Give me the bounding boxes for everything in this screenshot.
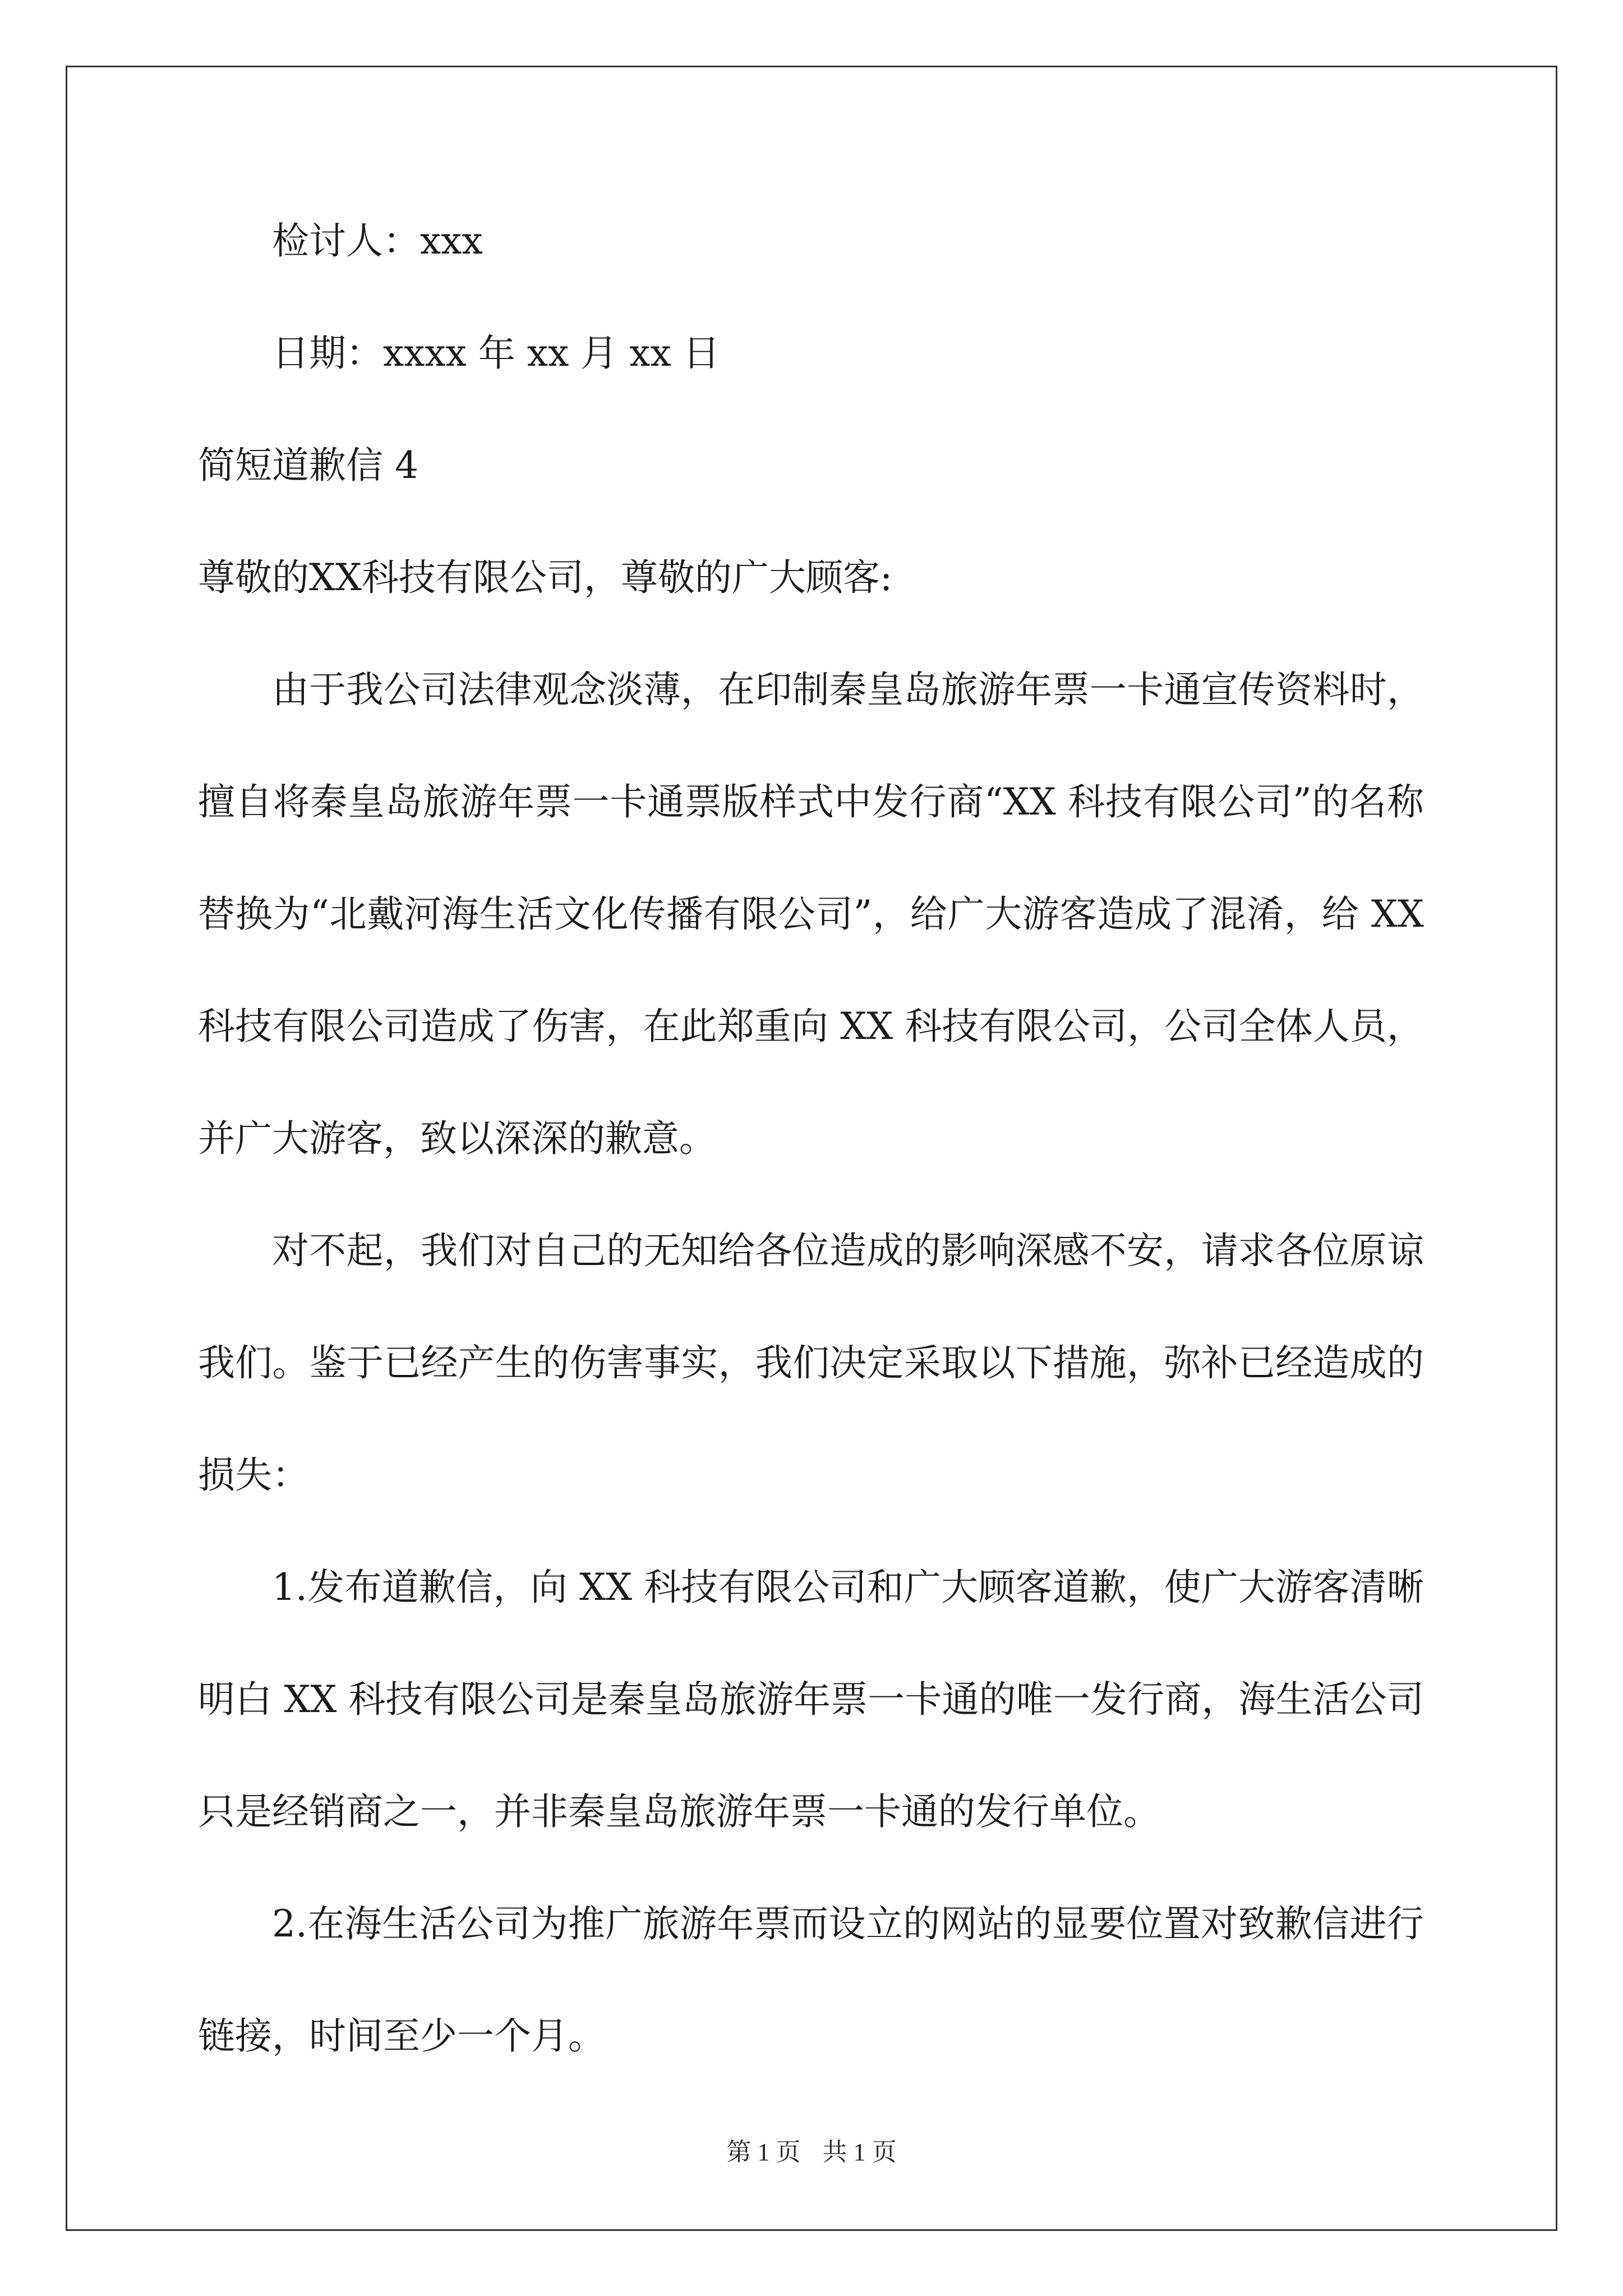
- paragraph-1: 由于我公司法律观念淡薄，在印制秦皇岛旅游年票一卡通宣传资料时，擅自将秦皇岛旅游年票一卡通票版样式中发行商“XX 科技有限公司”的名称替换为“北戴河海生活文化传播有限公司”，给广大游客造成了混淆，给 XX 科技有限公司造成了伤害，在此郑重向 XX 科技有限公司，公司全体人员，并广大游客，致以深深的歉意。: [198, 668, 1424, 1160]
- paragraph-3: 1.发布道歉信，向 XX 科技有限公司和广大顾客道歉，使广大游客清晰明白 XX 科技有限公司是秦皇岛旅游年票一卡通的唯一发行商，海生活公司只是经销商之一，并非秦皇岛旅游年票一卡通的发行单位。: [198, 1566, 1424, 1833]
- page-number-total: 共 1 页: [822, 2138, 897, 2166]
- page-footer: [0, 2132, 1623, 2168]
- letter-salutation: 尊敬的XX科技有限公司，尊敬的广大顾客:: [198, 556, 893, 599]
- paragraph-2: 对不起，我们对自己的无知给各位造成的影响深感不安，请求各位原谅我们。鉴于已经产生的伤害事实，我们决定采取以下措施，弥补已经造成的损失：: [198, 1229, 1424, 1497]
- page-number-current: 第 1 页: [726, 2138, 801, 2166]
- date-line: 日期：xxxx 年 xx 月 xx 日: [272, 332, 720, 375]
- document-body: [198, 185, 1424, 2092]
- paragraph-4: 2.在海生活公司为推广旅游年票而设立的网站的显要位置对致歉信进行链接，时间至少一个月。: [198, 1902, 1424, 2058]
- letter-title: 简短道歉信 4: [198, 444, 418, 487]
- reviewer-line: 检讨人：xxx: [272, 219, 483, 263]
